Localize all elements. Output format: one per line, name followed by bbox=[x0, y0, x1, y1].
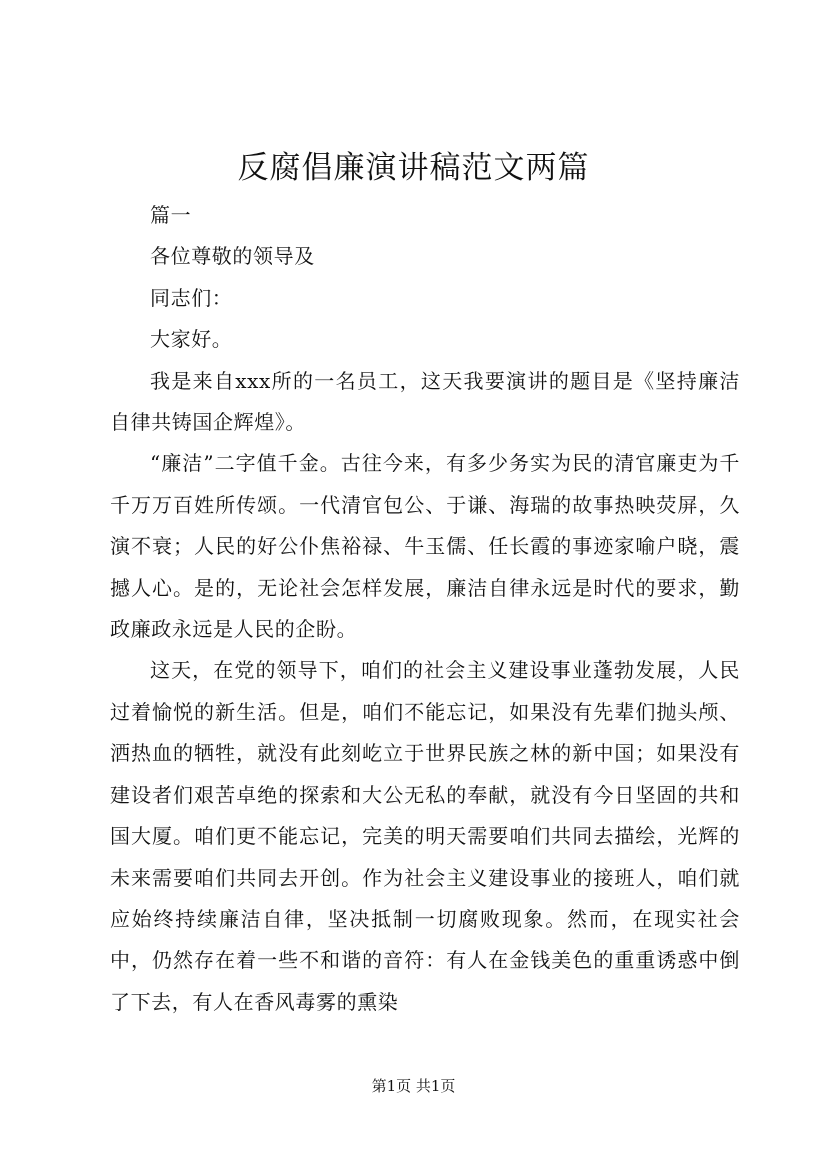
page-footer: 第1页 共1页 bbox=[371, 1077, 456, 1095]
document-body bbox=[110, 195, 740, 1023]
paragraph-integrity: “廉洁”二字值千金。古往今来，有多少务实为民的清官廉吏为千千万万百姓所传颂。一代清官包公、于谦、海瑞的故事热映荧屏，久演不衰；人民的好公仆焦裕禄、牛玉儒、任长霞的事迹家喻户晓，震撼人心。是的，无论社会怎样发展，廉洁自律永远是时代的要求，勤政廉政永远是人民的企盼。 bbox=[110, 451, 740, 642]
paragraph-salutation-line1: 各位尊敬的领导及 bbox=[150, 244, 315, 269]
paragraph-greeting: 大家好。 bbox=[150, 327, 233, 352]
paragraph-salutation-line2: 同志们： bbox=[150, 285, 233, 310]
paragraph-introduction: 我是来自xxx所的一名员工，这天我要演讲的题目是《坚持廉洁自律共铸国企辉煌》。 bbox=[110, 368, 740, 435]
paragraph-section-heading: 篇一 bbox=[150, 203, 192, 227]
document-title: 反腐倡廉演讲稿范文两篇 bbox=[237, 150, 590, 186]
paragraph-today: 这天，在党的领导下，咱们的社会主义建设事业蓬勃发展，人民过着愉悦的新生活。但是，咱们不能忘记，如果没有先辈们抛头颅、洒热血的牺牲，就没有此刻屹立于世界民族之林的新中国；如果没有建设者们艰苦卓绝的探索和大公无私的奉献，就没有今日坚固的共和国大厦。咱们更不能忘记，完美的明天需要咱们共同去描绘，光辉的未来需要咱们共同去开创。作为社会主义建设事业的接班人，咱们就应始终持续廉洁自律，坚决抵制一切腐败现象。然而，在现实社会中，仍然存在着一些不和谐的音符：有人在金钱美色的重重诱惑中倒了下去，有人在香风毒雾的熏染 bbox=[110, 658, 740, 1014]
